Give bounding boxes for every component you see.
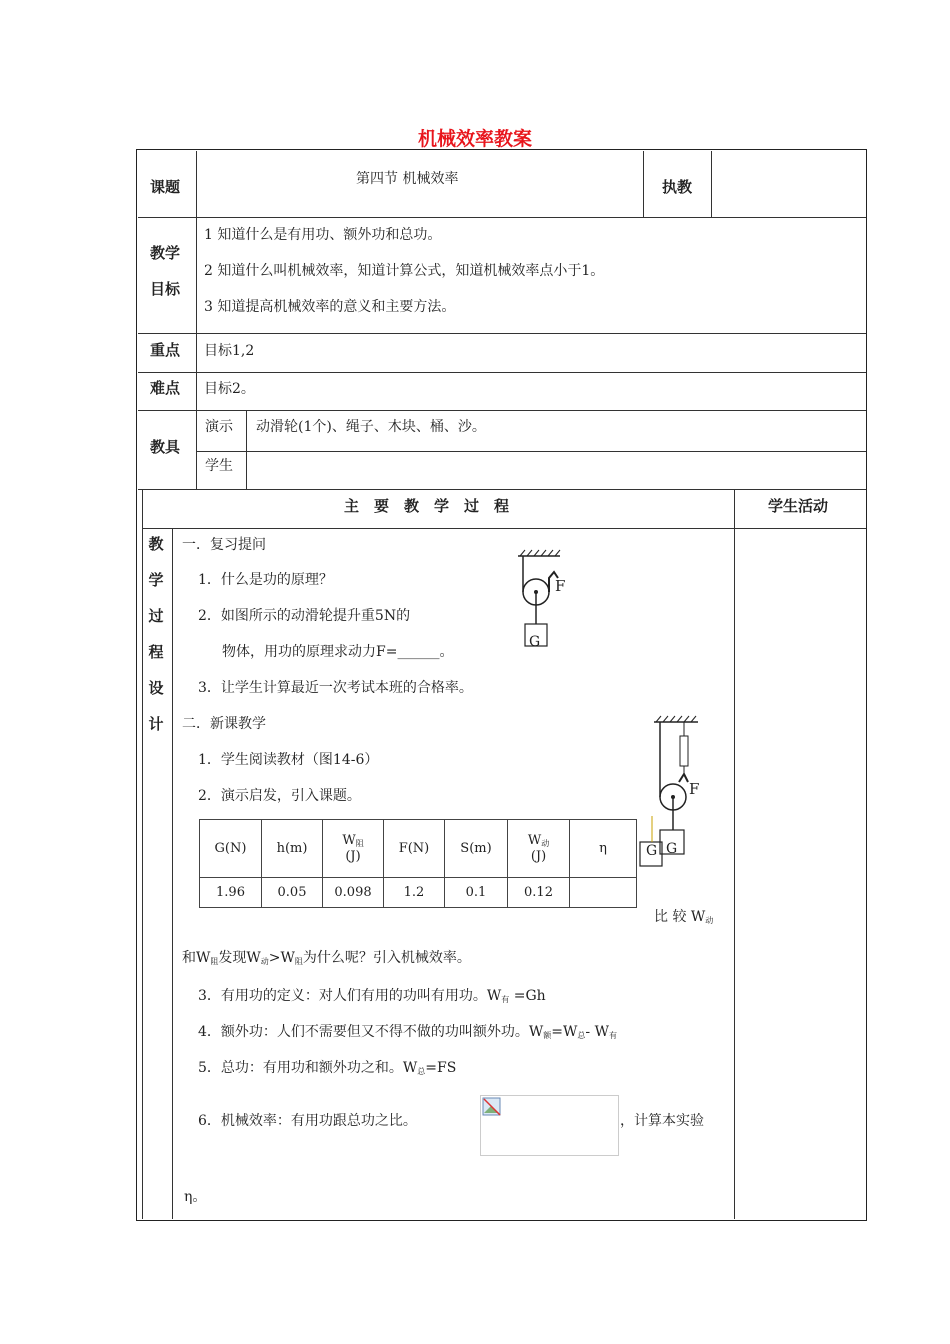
- table-cell: 0.05: [262, 878, 323, 908]
- step-6: 6．机械效率：有用功跟总功之比。: [198, 1113, 417, 1129]
- step-1: 1．学生阅读教材（图14-6）: [198, 752, 379, 768]
- table-header: h(m): [262, 820, 323, 878]
- table-header: η: [570, 820, 637, 878]
- difficulty-value: 目标2。: [204, 381, 255, 397]
- process-side-label: 教 学 过 程 设 计: [148, 535, 164, 733]
- broken-image-icon: [482, 1097, 502, 1117]
- demo-value: 动滑轮(1个)、绳子、木块、桶、沙。: [256, 419, 486, 435]
- row-divider: [138, 333, 866, 334]
- row-divider: [196, 451, 866, 452]
- question-2: 2．如图所示的动滑轮提升重5N的: [198, 608, 411, 624]
- table-header: G(N): [200, 820, 262, 878]
- formula-image-placeholder: [480, 1095, 619, 1156]
- col-divider: [643, 151, 644, 217]
- col-divider: [172, 528, 173, 1219]
- demo-label: 演示: [205, 419, 233, 435]
- step-2: 2．演示启发，引入课题。: [198, 788, 361, 804]
- weight-label: G: [666, 841, 678, 857]
- force-label: F: [689, 780, 700, 798]
- review-heading: 一．复习提问: [182, 537, 266, 553]
- row-divider: [138, 410, 866, 411]
- goal-item: 1 知道什么是有用功、额外功和总功。: [204, 227, 442, 243]
- goal-item: 2 知道什么叫机械效率，知道计算公式，知道机械效率点小于1。: [204, 263, 605, 279]
- compare-line-2: 和$W_阻$发现$W_动>W_阻$为什么呢？引入机械效率。: [182, 950, 471, 966]
- table-header: S(m): [445, 820, 508, 878]
- table-cell: 0.12: [508, 878, 570, 908]
- table-header: F(N): [384, 820, 445, 878]
- row-divider: [142, 528, 866, 529]
- col-divider: [246, 410, 247, 489]
- goals-label-1: 教学: [150, 244, 181, 262]
- row-divider: [138, 217, 866, 218]
- equipment-label: 教具: [150, 438, 181, 456]
- table-cell: 1.2: [384, 878, 445, 908]
- col-divider: [711, 151, 712, 217]
- student-label: 学生: [205, 458, 233, 474]
- student-activity-heading: 学生活动: [768, 497, 829, 515]
- question-1: 1．什么是功的原理？: [198, 572, 333, 588]
- step-5: 5．总功：有用功和额外功之和。$W_总=FS$: [198, 1060, 457, 1076]
- teacher-label: 执教: [662, 178, 693, 196]
- step-4: 4．额外功：人们不需要但又不得不做的功叫额外功。$W_额=W_总-$ $W_有$: [198, 1024, 617, 1040]
- col-divider: [196, 151, 197, 489]
- row-divider: [138, 372, 866, 373]
- topic-value: 第四节 机械效率: [356, 171, 459, 187]
- col-divider: [142, 489, 143, 1219]
- question-2-cont: 物体，用功的原理求动力F=______。: [222, 644, 454, 660]
- document-title: 机械效率教案: [417, 128, 532, 150]
- col-divider: [734, 489, 735, 1219]
- key-points-value: 目标1,2: [204, 343, 255, 359]
- table-header: $W_动$ (J): [508, 820, 570, 878]
- process-heading: 主 要 教 学 过 程: [344, 497, 510, 515]
- step-3: 3．有用功的定义：对人们有用的功叫有用功。$W_有 =Gh$: [198, 988, 546, 1004]
- goals-label-2: 目标: [150, 280, 181, 298]
- step-6-tail: ，计算本实验: [620, 1113, 704, 1129]
- table-cell: 1.96: [200, 878, 262, 908]
- weight-label: G: [529, 634, 541, 650]
- weight-label: G: [646, 843, 658, 859]
- new-lesson-heading: 二．新课教学: [182, 716, 266, 732]
- step-6-end: η。: [184, 1189, 207, 1205]
- experiment-data-table: [199, 819, 637, 908]
- difficulty-label: 难点: [150, 379, 181, 397]
- table-header: $W_阻$ (J): [323, 820, 384, 878]
- table-cell: 0.098: [323, 878, 384, 908]
- goal-item: 3 知道提高机械效率的意义和主要方法。: [204, 299, 456, 315]
- question-3: 3．让学生计算最近一次考试本班的合格率。: [198, 680, 473, 696]
- key-points-label: 重点: [150, 341, 181, 359]
- compare-line-1: 比 较 $W_动$: [654, 909, 714, 925]
- row-divider: [138, 489, 866, 490]
- table-cell: 0.1: [445, 878, 508, 908]
- table-cell: [570, 878, 637, 908]
- force-label: F: [555, 577, 566, 595]
- topic-label: 课题: [150, 178, 181, 196]
